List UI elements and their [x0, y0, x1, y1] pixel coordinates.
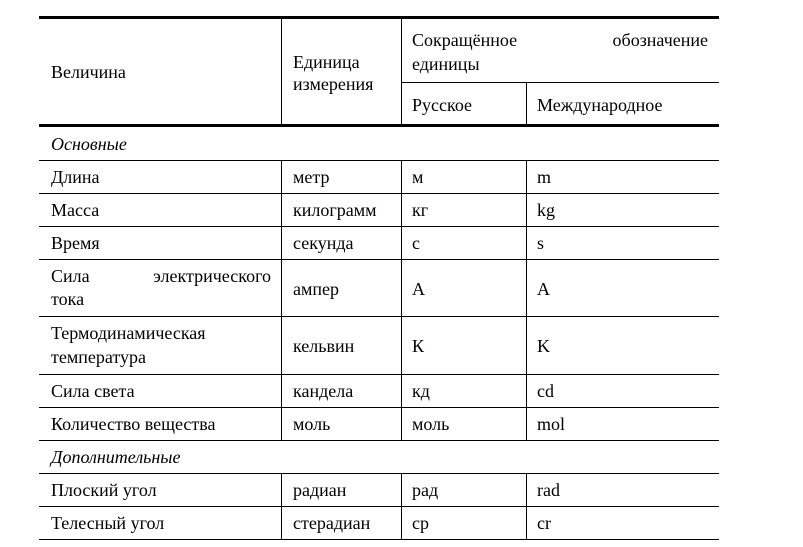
col-rule	[526, 160, 527, 440]
header-abbr-line2: единицы	[412, 54, 480, 74]
col-rule	[281, 473, 282, 540]
row-rule	[39, 316, 719, 317]
row-ru: с	[412, 233, 420, 253]
section-basic: Основные	[51, 134, 127, 154]
row-intl: kg	[537, 200, 555, 220]
row-quantity-line2: температура	[51, 347, 147, 367]
row-quantity: Плоский угол	[51, 480, 157, 500]
col-rule	[401, 473, 402, 540]
row-intl: mol	[537, 414, 566, 434]
table-top-rule	[39, 16, 719, 19]
row-rule	[39, 473, 719, 474]
row-quantity: Длина	[51, 167, 100, 187]
row-unit: метр	[293, 167, 330, 187]
row-unit: стерадиан	[293, 513, 371, 533]
section-additional: Дополнительные	[51, 447, 181, 467]
col-rule	[281, 16, 282, 125]
header-abbr-word2: обозначение	[612, 30, 708, 50]
row-rule	[39, 226, 719, 227]
col-rule	[401, 160, 402, 440]
row-rule	[39, 440, 719, 441]
col-rule	[526, 473, 527, 540]
row-quantity-line2: тока	[51, 289, 85, 309]
row-intl: A	[537, 279, 550, 299]
row-quantity: Телесный угол	[51, 513, 165, 533]
row-unit: секунда	[293, 233, 354, 253]
row-ru: К	[412, 336, 425, 356]
row-quantity: Сила света	[51, 381, 135, 401]
row-unit: моль	[293, 414, 331, 434]
col-rule	[401, 16, 402, 125]
header-russian: Русское	[412, 95, 473, 115]
header-abbr-line1	[412, 29, 708, 51]
row-rule	[39, 506, 719, 507]
header-unit-line1: Единица	[293, 52, 360, 72]
row-intl: m	[537, 167, 552, 187]
row-quantity-word2: электрического	[153, 266, 271, 286]
row-intl: s	[537, 233, 545, 253]
row-unit: кельвин	[293, 336, 355, 356]
row-ru: моль	[412, 414, 450, 434]
col-rule	[526, 82, 527, 125]
row-intl: cd	[537, 381, 554, 401]
row-quantity-line1: Термодинамическая	[51, 323, 206, 343]
row-ru: м	[412, 167, 424, 187]
row-quantity-line1	[51, 265, 271, 287]
row-ru: рад	[412, 480, 439, 500]
header-quantity: Величина	[51, 62, 126, 82]
row-rule	[39, 374, 719, 375]
row-intl: rad	[537, 480, 560, 500]
header-split-rule	[401, 82, 719, 83]
row-ru: кг	[412, 200, 429, 220]
row-quantity: Масса	[51, 200, 100, 220]
row-unit: радиан	[293, 480, 347, 500]
row-ru: ср	[412, 513, 429, 533]
row-ru: А	[412, 279, 425, 299]
header-unit-line2: измерения	[293, 74, 374, 94]
row-rule	[39, 259, 719, 260]
row-intl: K	[537, 336, 550, 356]
row-rule	[39, 160, 719, 161]
row-quantity-word1: Сила	[51, 266, 90, 286]
row-unit: ампер	[293, 279, 340, 299]
row-unit: кандела	[293, 381, 354, 401]
row-quantity: Время	[51, 233, 100, 253]
header-abbr-word1: Сокращённое	[412, 30, 518, 50]
row-ru: кд	[412, 381, 430, 401]
header-international: Международное	[537, 95, 663, 115]
col-rule	[281, 160, 282, 440]
row-quantity: Количество вещества	[51, 414, 216, 434]
row-rule	[39, 407, 719, 408]
row-intl: cr	[537, 513, 551, 533]
row-unit: килограмм	[293, 200, 377, 220]
header-bottom-rule	[39, 124, 719, 127]
si-units-table	[39, 16, 719, 541]
table-bottom-rule	[39, 539, 719, 540]
row-rule	[39, 193, 719, 194]
